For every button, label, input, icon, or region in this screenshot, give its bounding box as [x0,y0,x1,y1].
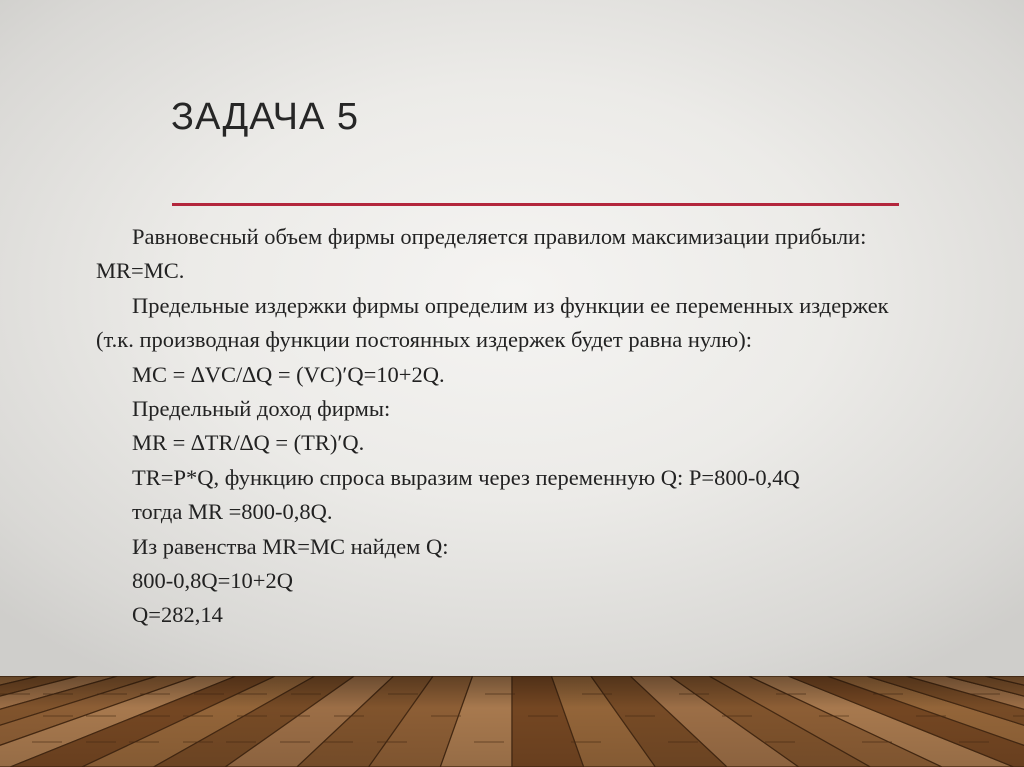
formula-answer: Q=282,14 [132,602,223,628]
title-underline [172,203,899,206]
wood-floor [0,676,1024,767]
slide-body [96,220,904,633]
formula-mc: MC = ∆VC/∆Q = (VC)′Q=10+2Q. [132,361,445,387]
paragraph-equality-intro: Из равенства MR=MC найдем Q: [132,533,449,559]
paragraph-marginal-revenue-intro: Предельный доход фирмы: [132,396,391,422]
formula-mr-result: тогда MR =800-0,8Q. [132,499,333,525]
paragraph-equilibrium-rule: Равновесный объем фирмы определяется правилом максимизации прибыли: MR=MC. [96,224,867,284]
slide-title: ЗАДАЧА 5 [171,96,360,138]
formula-equation: 800-0,8Q=10+2Q [132,568,293,594]
formula-mr: MR = ∆TR/∆Q = (TR)′Q. [132,430,365,456]
formula-tr-demand: TR=P*Q, функцию спроса выразим через переменную Q: P=800-0,4Q [132,464,800,490]
paragraph-marginal-cost-intro: Предельные издержки фирмы определим из функции ее переменных издержек (т.к. производная функции постоянных издержек будет равна нулю): [96,292,889,353]
